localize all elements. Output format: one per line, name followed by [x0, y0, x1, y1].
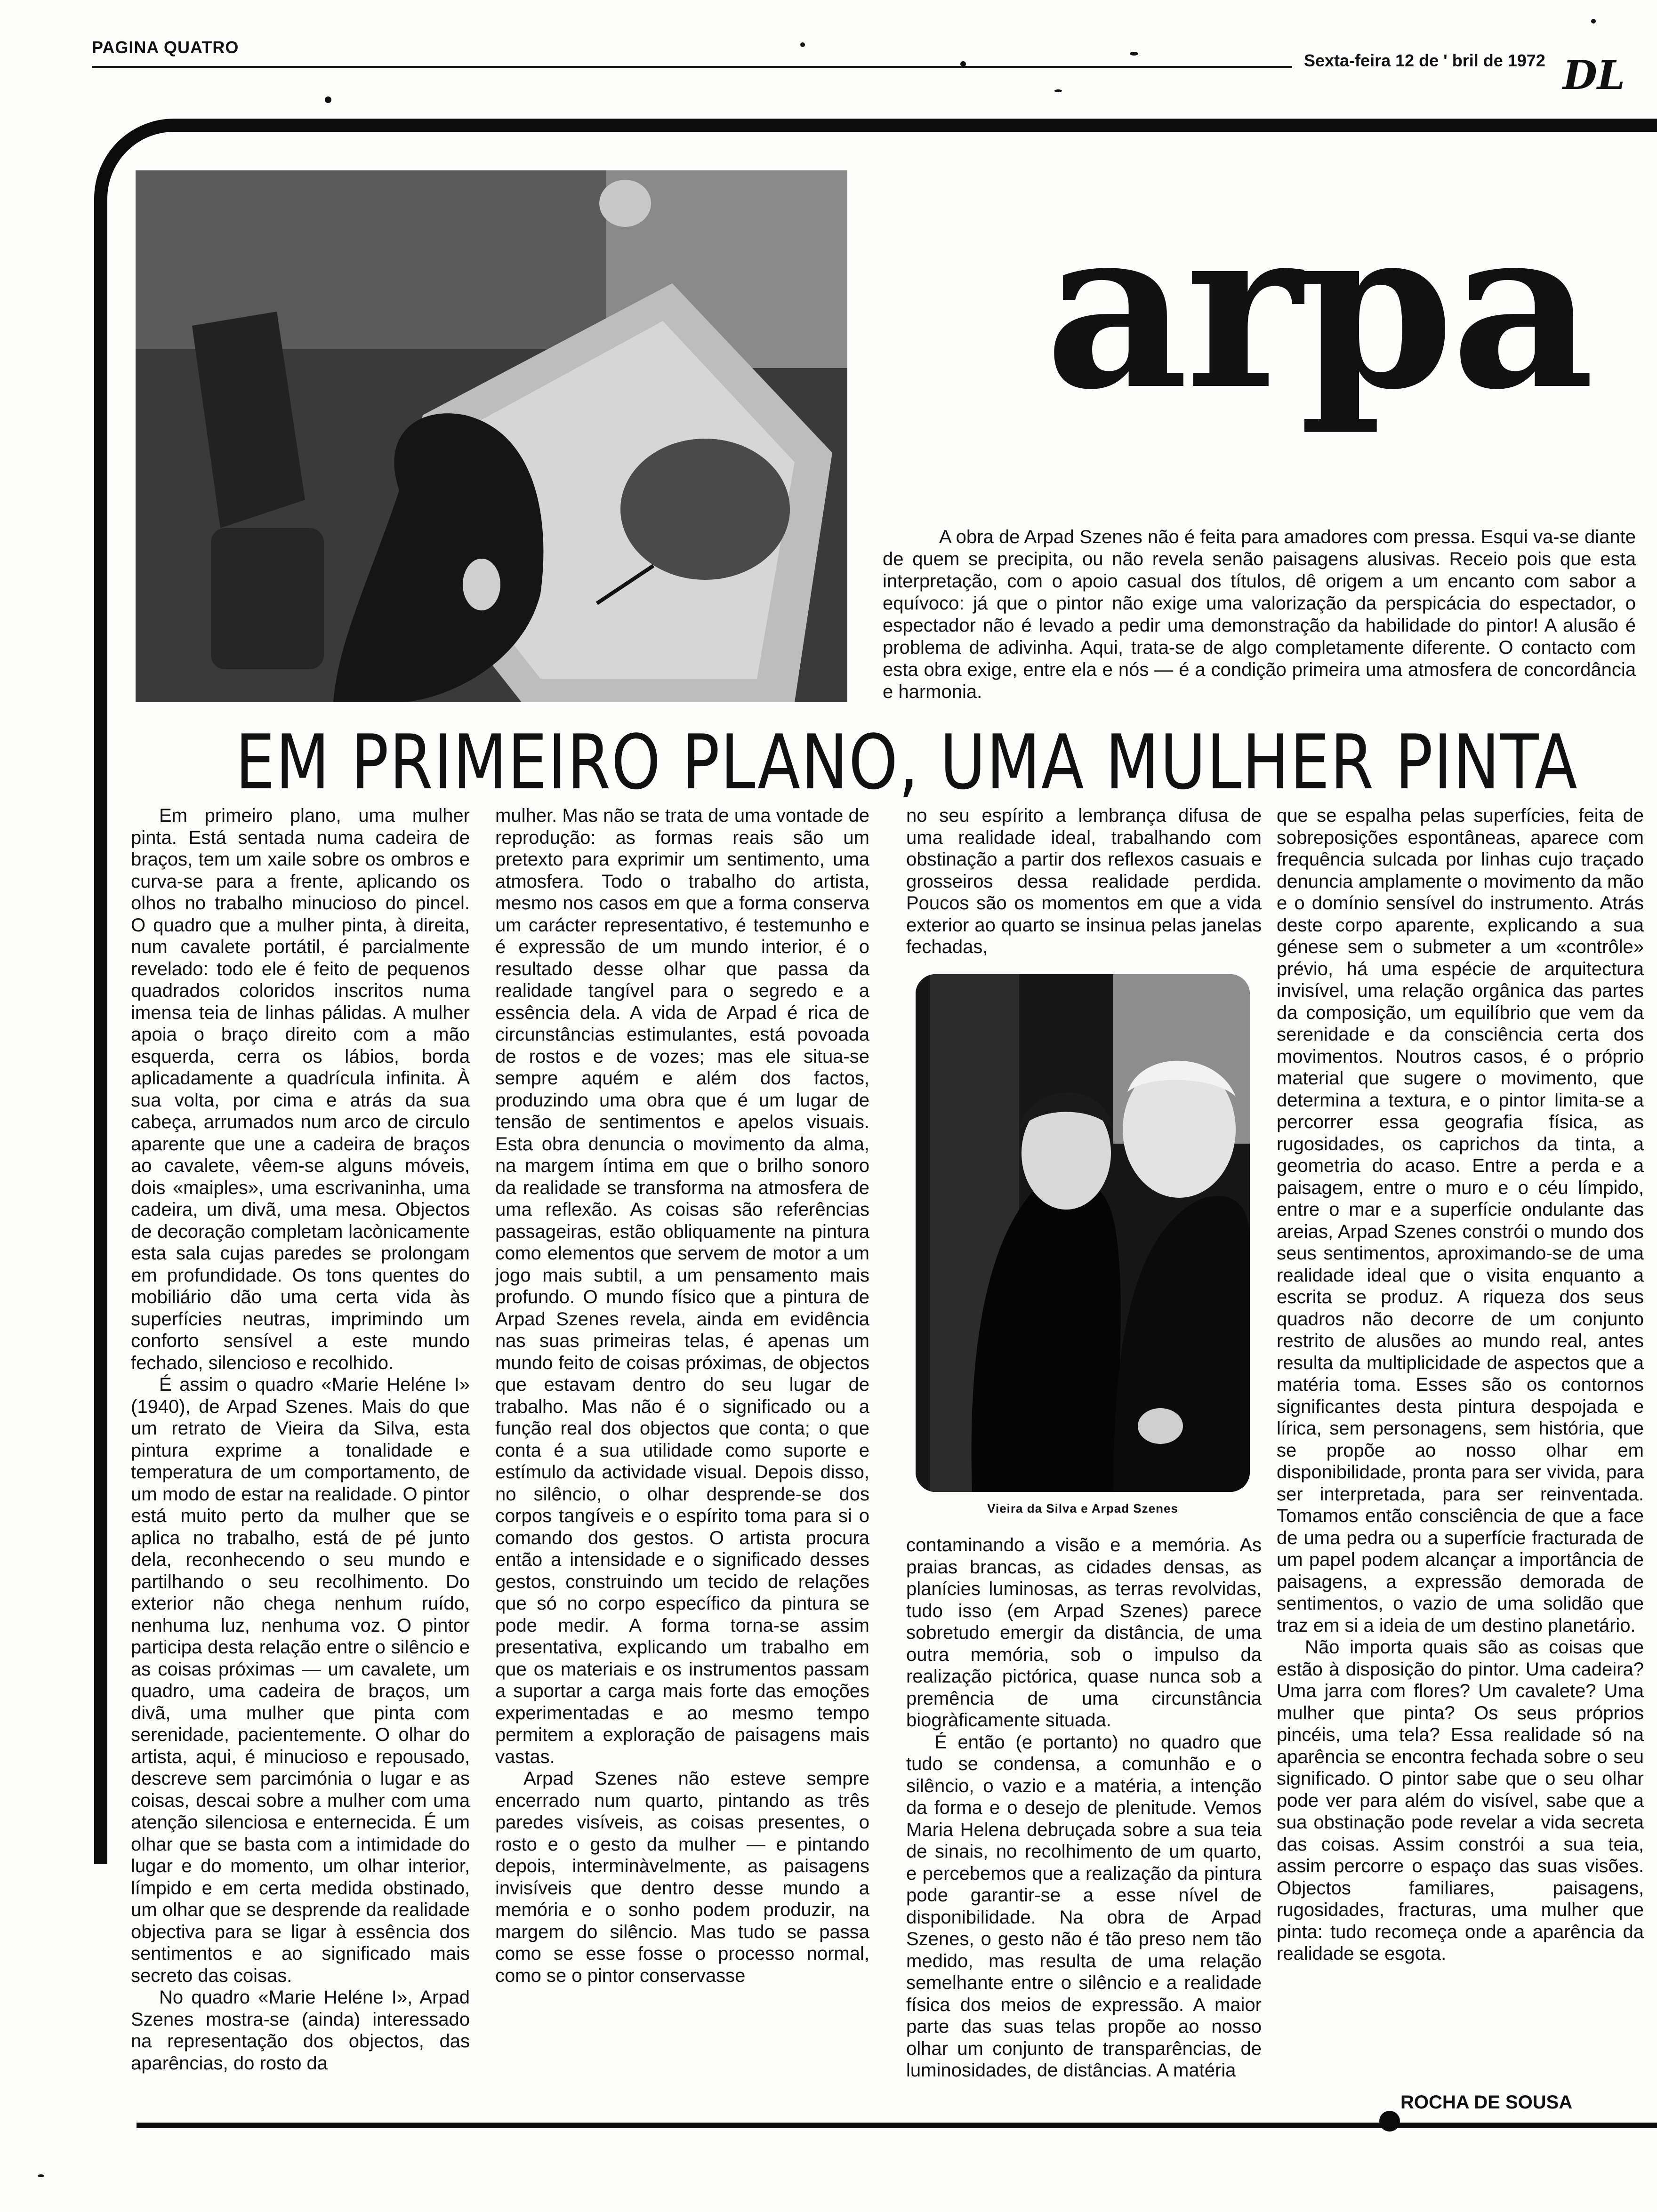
paragraph: Em primeiro plano, uma mulher pinta. Está sentada numa cadeira de braços, tem um xaile sobre os ombros e curva-se para a frente, aplicando os olhos no trabalho minucioso do pincel. O quadro que a mulher pinta, à direita, num cavalete portátil, é parcialmente revelado: todo ele é feito de pequenos quadrados coloridos inscritos numa imensa teia de linhas pálidas. A mulher apoia o braço direito com a mão esquerda, cerra os lábios, borda aplicadamente a quadrícula infinita. À sua volta, por cima e atrás da sua cabeça, arrumados num arco de circulo aparente que une a cadeira de braços ao cavalete, vêem-se alguns móveis, dois «maiples», uma escrivaninha, uma cadeira, um divã, uma mesa. Objectos de decoração completam lacònicamente esta sala cujas paredes se prolongam em profundidade. Os tons quentes do mobiliário dão uma certa vida às superfícies neutras, imprimindo um conforto sensível a este mundo fechado, silencioso e recolhido.	[131, 805, 470, 1373]
print-speck	[325, 96, 331, 103]
print-speck	[1591, 19, 1596, 24]
section-label: PAGINA QUATRO	[92, 38, 239, 57]
header-rule	[92, 66, 1292, 68]
photo-vieira-and-arpad	[916, 974, 1250, 1492]
print-speck	[1130, 52, 1138, 56]
print-speck	[38, 2174, 44, 2177]
paragraph: É então (e portanto) no quadro que tudo se condensa, a comunhão e o silêncio, o vazio e a matéria, a intenção da forma e o desejo de plenitude. Vemos Maria Helena debruçada sobre a sua teia de sinais, no recolhimento de um quarto, e percebemos que a realização da pintura pode garantir-se a esse nível de disponibilidade. Na obra de Arpad Szenes, o gesto não é tão preso nem tão medido, mas resulta de uma relação semelhante entre o silêncio e a realidade física dos meios de expressão. A maior parte das suas telas propõe ao nosso olhar um conjunto de transparências, de luminosidades, de distâncias. A matéria	[906, 1731, 1262, 2081]
intro-paragraph	[883, 526, 1636, 703]
paragraph: Não importa quais são as coisas que estão à disposição do pintor. Uma cadeira? Uma jarra com flores? Um cavalete? Uma mulher que pinta? Os seus próprios pincéis, uma tela? Essa realidade só na aparência se encontra fechada sobre o seu significado. O pintor sabe que o seu olhar pode ver para além do visível, sabe que a sua obstinação pode revelar a vida secreta das coisas. Assim constrói a sua teia, assim percorre o espaço das suas visões. Objectos familiares, paisagens, rugosidades, fracturas, uma mulher que pinta: tudo recomeça onde a aparência da realidade se esgota.	[1277, 1637, 1644, 1964]
author-byline: ROCHA DE SOUSA	[1400, 2092, 1573, 2113]
paragraph: contaminando a visão e a memória. As praias brancas, as cidades densas, as planícies luminosas, as terras revolvidas, tudo isso (em Arpad Szenes) parece sobretudo emergir da distância, de uma outra memória, sob o impulso da realização pictórica, quase nunca sob a premência de uma circunstância biogràficamente situada.	[906, 1535, 1262, 1731]
column-2	[495, 805, 869, 1987]
print-speck	[800, 42, 805, 47]
column-1	[131, 805, 470, 2074]
paragraph: que se espalha pelas superfícies, feita de sobreposições espontâneas, aparece com frequência sulcada por linhas cujo traçado denuncia amplamente o movimento da mão e o domínio sensível do instrumento. Atrás deste corpo aparente, explicando a sua génese sem o submeter a um «contrôle» prévio, há uma espécie de arquitectura invisível, uma relação orgânica das partes da composição, um equilíbrio que vem da serenidade e da consciência certa dos movimentos. Noutros casos, é o próprio material que sugere o movimento, que determina a textura, e o pintor limita-se a percorrer essa geografia física, as rugosidades, os caprichos da tinta, a geometria do acaso. Entre a perda e a paisagem, entre o muro e o céu límpido, entre o mar e a superfície ondulante das areias, Arpad Szenes constrói o mundo dos seus sentimentos, aproximando-se de uma realidade ideal que o visita enquanto a escrita se produz. A riqueza dos seus quadros não decorre de um conjunto restrito de alusões ao mundo real, antes resulta da multiplicidade de aspectos que a matéria toma. Esses são os contornos significantes desta pintura despojada e lírica, sem personagens, sem história, que se propõe ao nosso olhar em disponibilidade, pronta para ser vivida, para ser interpretada, para ser reinventada. Tomamos então consciência de que a face de uma pedra ou a superfície fracturada de um papel podem alcançar a importância de paisagens, a expressão demorada de sentimentos, o vazio de uma solidão que traz em si a ideia de um destino planetário.	[1277, 805, 1644, 1636]
bottom-rule	[137, 2123, 1657, 2128]
rule-dot	[1379, 2111, 1400, 2132]
photo-caption: Vieira da Silva e Arpad Szenes	[987, 1501, 1178, 1515]
print-speck	[960, 61, 966, 67]
column-3-bottom	[906, 1534, 1262, 2082]
paragraph: no seu espírito a lembrança difusa de uma realidade ideal, trabalhando com obstinação a partir dos reflexos casuais e grosseiros dessa realidade perdida. Poucos são os momentos em que a vida exterior ao quarto se insinua pelas janelas fechadas,	[906, 805, 1262, 957]
newspaper-logo: DL	[1563, 52, 1625, 98]
paragraph: No quadro «Marie Heléne I», Arpad Szenes mostra-se (ainda) interessado na representação dos objectos, das aparências, do rosto da	[131, 1987, 470, 2074]
title-word: arpa	[1045, 178, 1592, 438]
paragraph: É assim o quadro «Marie Heléne I» (1940), de Arpad Szenes. Mais do que um retrato de Vieira da Silva, esta pintura exprime a tonalidade e temperatura de um comportamento, de um modo de estar na realidade. O pintor está muito perto da mulher que se aplica no trabalho, está de pé junto dela, reconhecendo o seu mundo e partilhando o seu recolhimento. Do exterior não chega nenhum ruído, nenhuma luz, nenhuma voz. O pintor participa desta relação entre o silêncio e as coisas próximas — um cavalete, um quadro, uma cadeira de braços, um divã, uma mulher que pinta com serenidade, pacientemente. O olhar do artista, aqui, é minucioso e repousado, descreve sem parcimónia o lugar e as coisas, descai sobre a mulher com uma atenção silenciosa e enternecida. É um olhar que se basta com a intimidade do lugar e do momento, um olhar interior, límpido e em certa medida obstinado, um olhar que se desprende da realidade objectiva para se ligar à essência dos sentimentos e ao significado mais secreto das coisas.	[131, 1374, 470, 1986]
paragraph: mulher. Mas não se trata de uma vontade de reprodução: as formas reais são um pretexto para exprimir um sentimento, uma atmosfera. Todo o trabalho do artista, mesmo nos casos em que a forma conserva um carácter representativo, é testemunho e é expressão de um mundo interior, é o resultado desse olhar que passa da realidade tangível para o segredo e a essência dela. A vida de Arpad é rica de circunstâncias estimulantes, está povoada de rostos e de vozes; mas ele situa-se sempre aquém e além dos factos, produzindo uma obra que é um lugar de tensão de sentimentos e apelos visuais. Esta obra denuncia o movimento da alma, na margem íntima em que o brilho sonoro da realidade se transforma na atmosfera de uma reflexão. As coisas são referências passageiras, estão obliquamente na pintura como elementos que servem de motor a um jogo mais subtil, a um pensamento mais profundo. O mundo físico que a pintura de Arpad Szenes revela, ainda em evidência nas suas primeiras telas, é apenas um mundo feito de coisas próximas, de objectos que estavam dentro do seu lugar de trabalho. Mas não é o significado ou a função real dos objectos que conta; o que conta é a sua utilidade como suporte e estímulo da actividade visual. Depois disso, no silêncio, o olhar desprende-se dos corpos tangíveis e o espírito toma para si o comando dos gestos. O artista procura então a intensidade e o significado desses gestos, construindo um tecido de relações que só no corpo específico da pintura se pode medir. A forma torna-se assim presentativa, explicando um trabalho em que os materiais e os instrumentos passam a suportar a carga mais forte das emoções experimentadas e ao mesmo tempo permitem a exploração de paisagens mais vastas.	[495, 805, 869, 1767]
intro-text: A obra de Arpad Szenes não é feita para amadores com pressa. Esqui va-se diante de quem se precipita, ou não revela senão paisagens alusivas. Receio pois que esta interpretação, com o apoio casual dos títulos, dê origem a um encanto com sabor a equívoco: já que o pintor não exige uma valorização da perspicácia do espectador, o espectador não é levado a pedir uma demonstração da habilidade do pintor! A alusão é problema de adivinha. Aqui, trata-se de algo completamente diferente. O contacto com esta obra exige, entre ela e nós — é a condição primeira uma atmosfera de concordância e harmonia.	[883, 527, 1636, 702]
print-speck	[1054, 89, 1062, 92]
column-3-top	[906, 805, 1262, 958]
issue-date: Sexta-feira 12 de ' bril de 1972	[1304, 51, 1545, 70]
headline: EM PRIMEIRO PLANO, UMA MULHER PINTA	[235, 718, 1578, 806]
photo-woman-painting	[136, 170, 847, 702]
paragraph: Arpad Szenes não esteve sempre encerrado num quarto, pintando as três paredes visíveis, as coisas presentes, o rosto e o gesto da mulher — e pintando depois, interminàvelmente, as paisagens invisíveis que dentro desse mundo a memória e o sonho podem produzir, na margem do silêncio. Mas tudo se passa como se esse fosse o processo normal, como se o pintor conservasse	[495, 1768, 869, 1986]
column-4	[1277, 805, 1644, 1965]
